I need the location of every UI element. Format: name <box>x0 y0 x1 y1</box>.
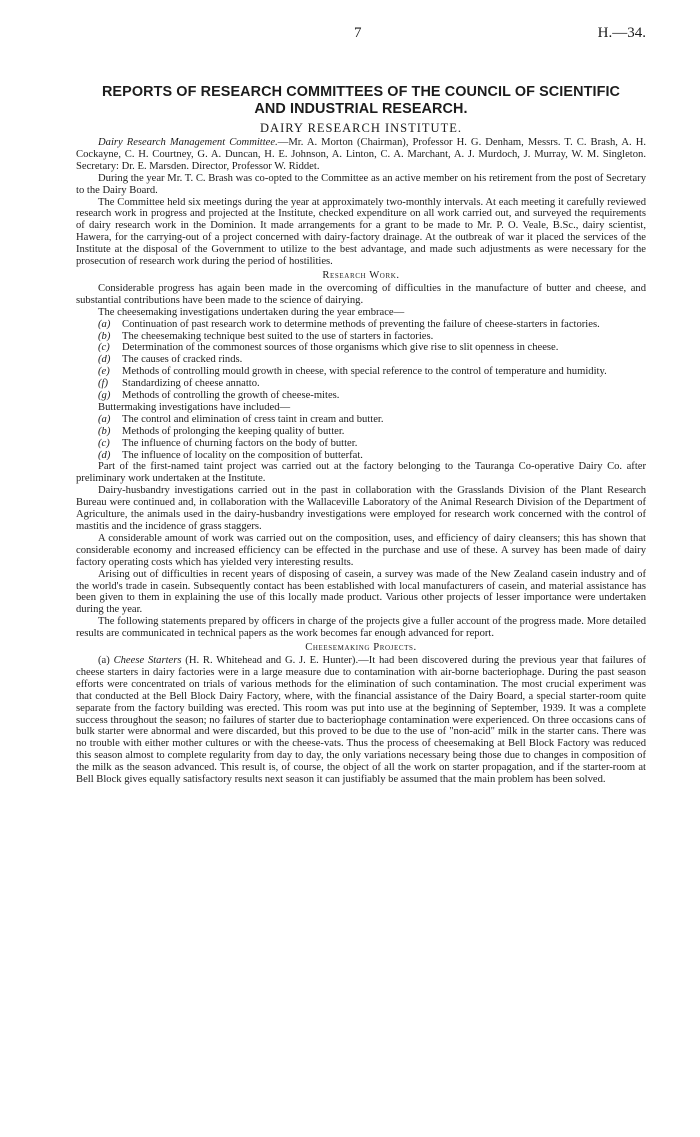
cheese-intro: The cheesemaking investigations undertaken during the year embrace— <box>98 306 405 318</box>
research-work-heading: Research Work. <box>322 269 400 281</box>
list-text: The cheesemaking technique best suited to the use of starters in factories. <box>122 330 434 342</box>
list-marker: (b) <box>98 330 111 342</box>
committee-members: —Mr. A. Morton (Chairman), Professor H. G. Denham, Messrs. T. C. Brash, A. H. Cockayne, C. H. Courtney, G. A. Duncan, H. E. Johnson, A. Linton, C. A. Marchant, A. J. Murdoch, J. Murray, W. M. Singleton. Secretary: Dr. E. Marsden. Director, Professor W. Riddet. <box>76 137 647 172</box>
list-marker: (d) <box>98 449 111 461</box>
progress-paragraph: Considerable progress has again been made in the overcoming of difficulties in the manufacture of butter and cheese, and substantial contributions have been made to the science of dairying. <box>76 282 646 306</box>
list-item <box>76 366 646 378</box>
report-title <box>76 84 646 118</box>
committee-label: Dairy Research Management Committee. <box>98 137 278 148</box>
list-marker: (d) <box>98 354 111 366</box>
cleansers-paragraph: A considerable amount of work was carried out on the composition, uses, and efficiency of dairy cleansers; this has shown that considerable economy and increased efficiency can be effected in the purchase and use of these. A survey has been made of dairy factory operating costs which has yielded very interesting results. <box>76 532 646 568</box>
page-number: 7 <box>354 25 362 41</box>
cheese-investigations-list <box>76 319 646 402</box>
butter-investigations-list <box>76 414 646 462</box>
list-marker: (e) <box>98 366 110 378</box>
list-marker: (a) <box>98 318 111 330</box>
husbandry-paragraph: Dairy-husbandry investigations carried out in the past in collaboration with the Grasslands Division of the Plant Research Bureau were continued and, in collaboration with the Wallaceville Laboratory of the Animal Research Division of the Department of Agriculture, the animals used in the dairy-husbandry investigations were employed for research work concerned with the control of mastitis and the incidence of grass staggers. <box>76 485 646 532</box>
list-marker: (b) <box>98 425 111 437</box>
list-text: Methods of controlling the growth of cheese-mites. <box>122 390 340 402</box>
institute-title: DAIRY RESEARCH INSTITUTE. <box>260 121 462 135</box>
list-item <box>76 331 646 343</box>
butter-intro: Buttermaking investigations have included— <box>98 401 291 413</box>
list-text: The control and elimination of cress taint in cream and butter. <box>122 413 384 425</box>
casein-paragraph: Arising out of difficulties in recent years of disposing of casein, a survey was made of the New Zealand casein industry and of the world's trade in casein. Subsequently contact has been established with local manufacturers of casein, and material assistance has been given to them in explaining the use of this locally made product. Various other projects of lesser importance were undertaken during the year. <box>76 568 646 616</box>
page-header <box>76 25 646 64</box>
list-text: The influence of churning factors on the body of butter. <box>122 437 358 449</box>
cheese-starters-paragraph <box>76 655 646 786</box>
list-item <box>76 414 646 426</box>
committee-paragraph <box>76 137 646 173</box>
list-marker: (g) <box>98 390 111 402</box>
list-item <box>76 319 646 331</box>
list-text: Methods of controlling mould growth in cheese, with special reference to the control of temperature and humidity. <box>122 366 607 378</box>
list-item <box>76 342 646 354</box>
list-item <box>76 450 646 462</box>
report-title-line-2: AND INDUSTRIAL RESEARCH. <box>254 101 468 117</box>
list-text: Determination of the commonest sources of those organisms which give rise to slit openness in cheese. <box>122 342 559 354</box>
list-item <box>76 378 646 390</box>
list-marker: (f) <box>98 378 108 390</box>
starters-marker: (a) <box>98 654 110 666</box>
cheesemaking-projects-heading: Cheesemaking Projects. <box>305 642 417 654</box>
starters-text: —It had been discovered during the previous year that failures of cheese starters in dairy factories were in a large measure due to contamination with air-borne bacteriophage. During the past season efforts were concentrated on trials of various methods for the elimination of such contamination. The most crucial experiment was that conducted at the Bell Block Dairy Factory, where, with the financial assistance of the Dairy Board, a special starter-room quite separate from the factory building was erected. This room was put into use at the beginning of September, 1939. It was a complete success throughout the season; no failures of starter due to bacteriophage contamination were experienced. On three occasions cans of bulk starter were abnormal and were discarded, but this proved to be due to the use of "non-acid" milk in the starter cans. There was no trouble with either mother cultures or with the cheese-vats. Thus the process of cheesemaking at Bell Block Factory was reduced this season almost to complete regularity from day to day, the only variations necessary being those due to changes in composition of the milk as the season advanced. This result is, of course, the object of all the work on starter propagation, and if the starter-room at Bell Block gives equally satisfactory results next season it can justifiably be assumed that the main problem has been solved. <box>76 654 646 786</box>
list-text: Standardizing of cheese annatto. <box>122 378 260 390</box>
list-text: The causes of cracked rinds. <box>122 354 243 366</box>
report-title-line-1: REPORTS OF RESEARCH COMMITTEES OF THE COUNCIL OF SCIENTIFIC <box>101 84 621 100</box>
list-marker: (a) <box>98 413 111 425</box>
list-item <box>76 390 646 402</box>
list-item <box>76 438 646 450</box>
starters-label: Cheese Starters <box>113 654 182 666</box>
list-marker: (c) <box>98 342 110 354</box>
list-text: The influence of locality on the composition of butterfat. <box>122 449 363 461</box>
tauranga-paragraph: Part of the first-named taint project was carried out at the factory belonging to the Tauranga Co-operative Dairy Co. after preliminary work undertaken at the Institute. <box>76 461 646 485</box>
list-item <box>76 354 646 366</box>
statements-paragraph: The following statements prepared by officers in charge of the projects give a fuller account of the progress made. More detailed results are communicated in technical papers as the work becomes far enough advanced for report. <box>76 616 646 640</box>
starters-authors: (H. R. Whitehead and G. J. E. Hunter). <box>185 654 359 666</box>
list-marker: (c) <box>98 437 110 449</box>
brash-paragraph: During the year Mr. T. C. Brash was co-opted to the Committee as an active member on his retirement from the post of Secretary to the Dairy Board. <box>76 172 646 196</box>
list-text: Continuation of past research work to determine methods of preventing the failure of cheese-starters in factories. <box>122 318 600 330</box>
list-item <box>76 426 646 438</box>
list-text: Methods of prolonging the keeping quality of butter. <box>122 425 345 437</box>
meetings-paragraph: The Committee held six meetings during the year at approximately two-monthly intervals. At each meeting it carefully reviewed research work in progress and projected at the Institute, checked expenditure on all work carried out, and surveyed the requirements of dairy research work in the Dominion. It made arrangements for a grant to be made to Mr. P. O. Veale, B.Sc., dairy scientist, Hawera, for the carrying-out of a project concerned with dairy-factory drainage. At the outbreak of war it placed the services of the Institute at the disposal of the Government to utilize to the best advantage, and made such adjustments as were necessary for the prosecution of research work during the period of hostilities. <box>76 196 646 268</box>
document-reference: H.—34. <box>597 25 646 41</box>
